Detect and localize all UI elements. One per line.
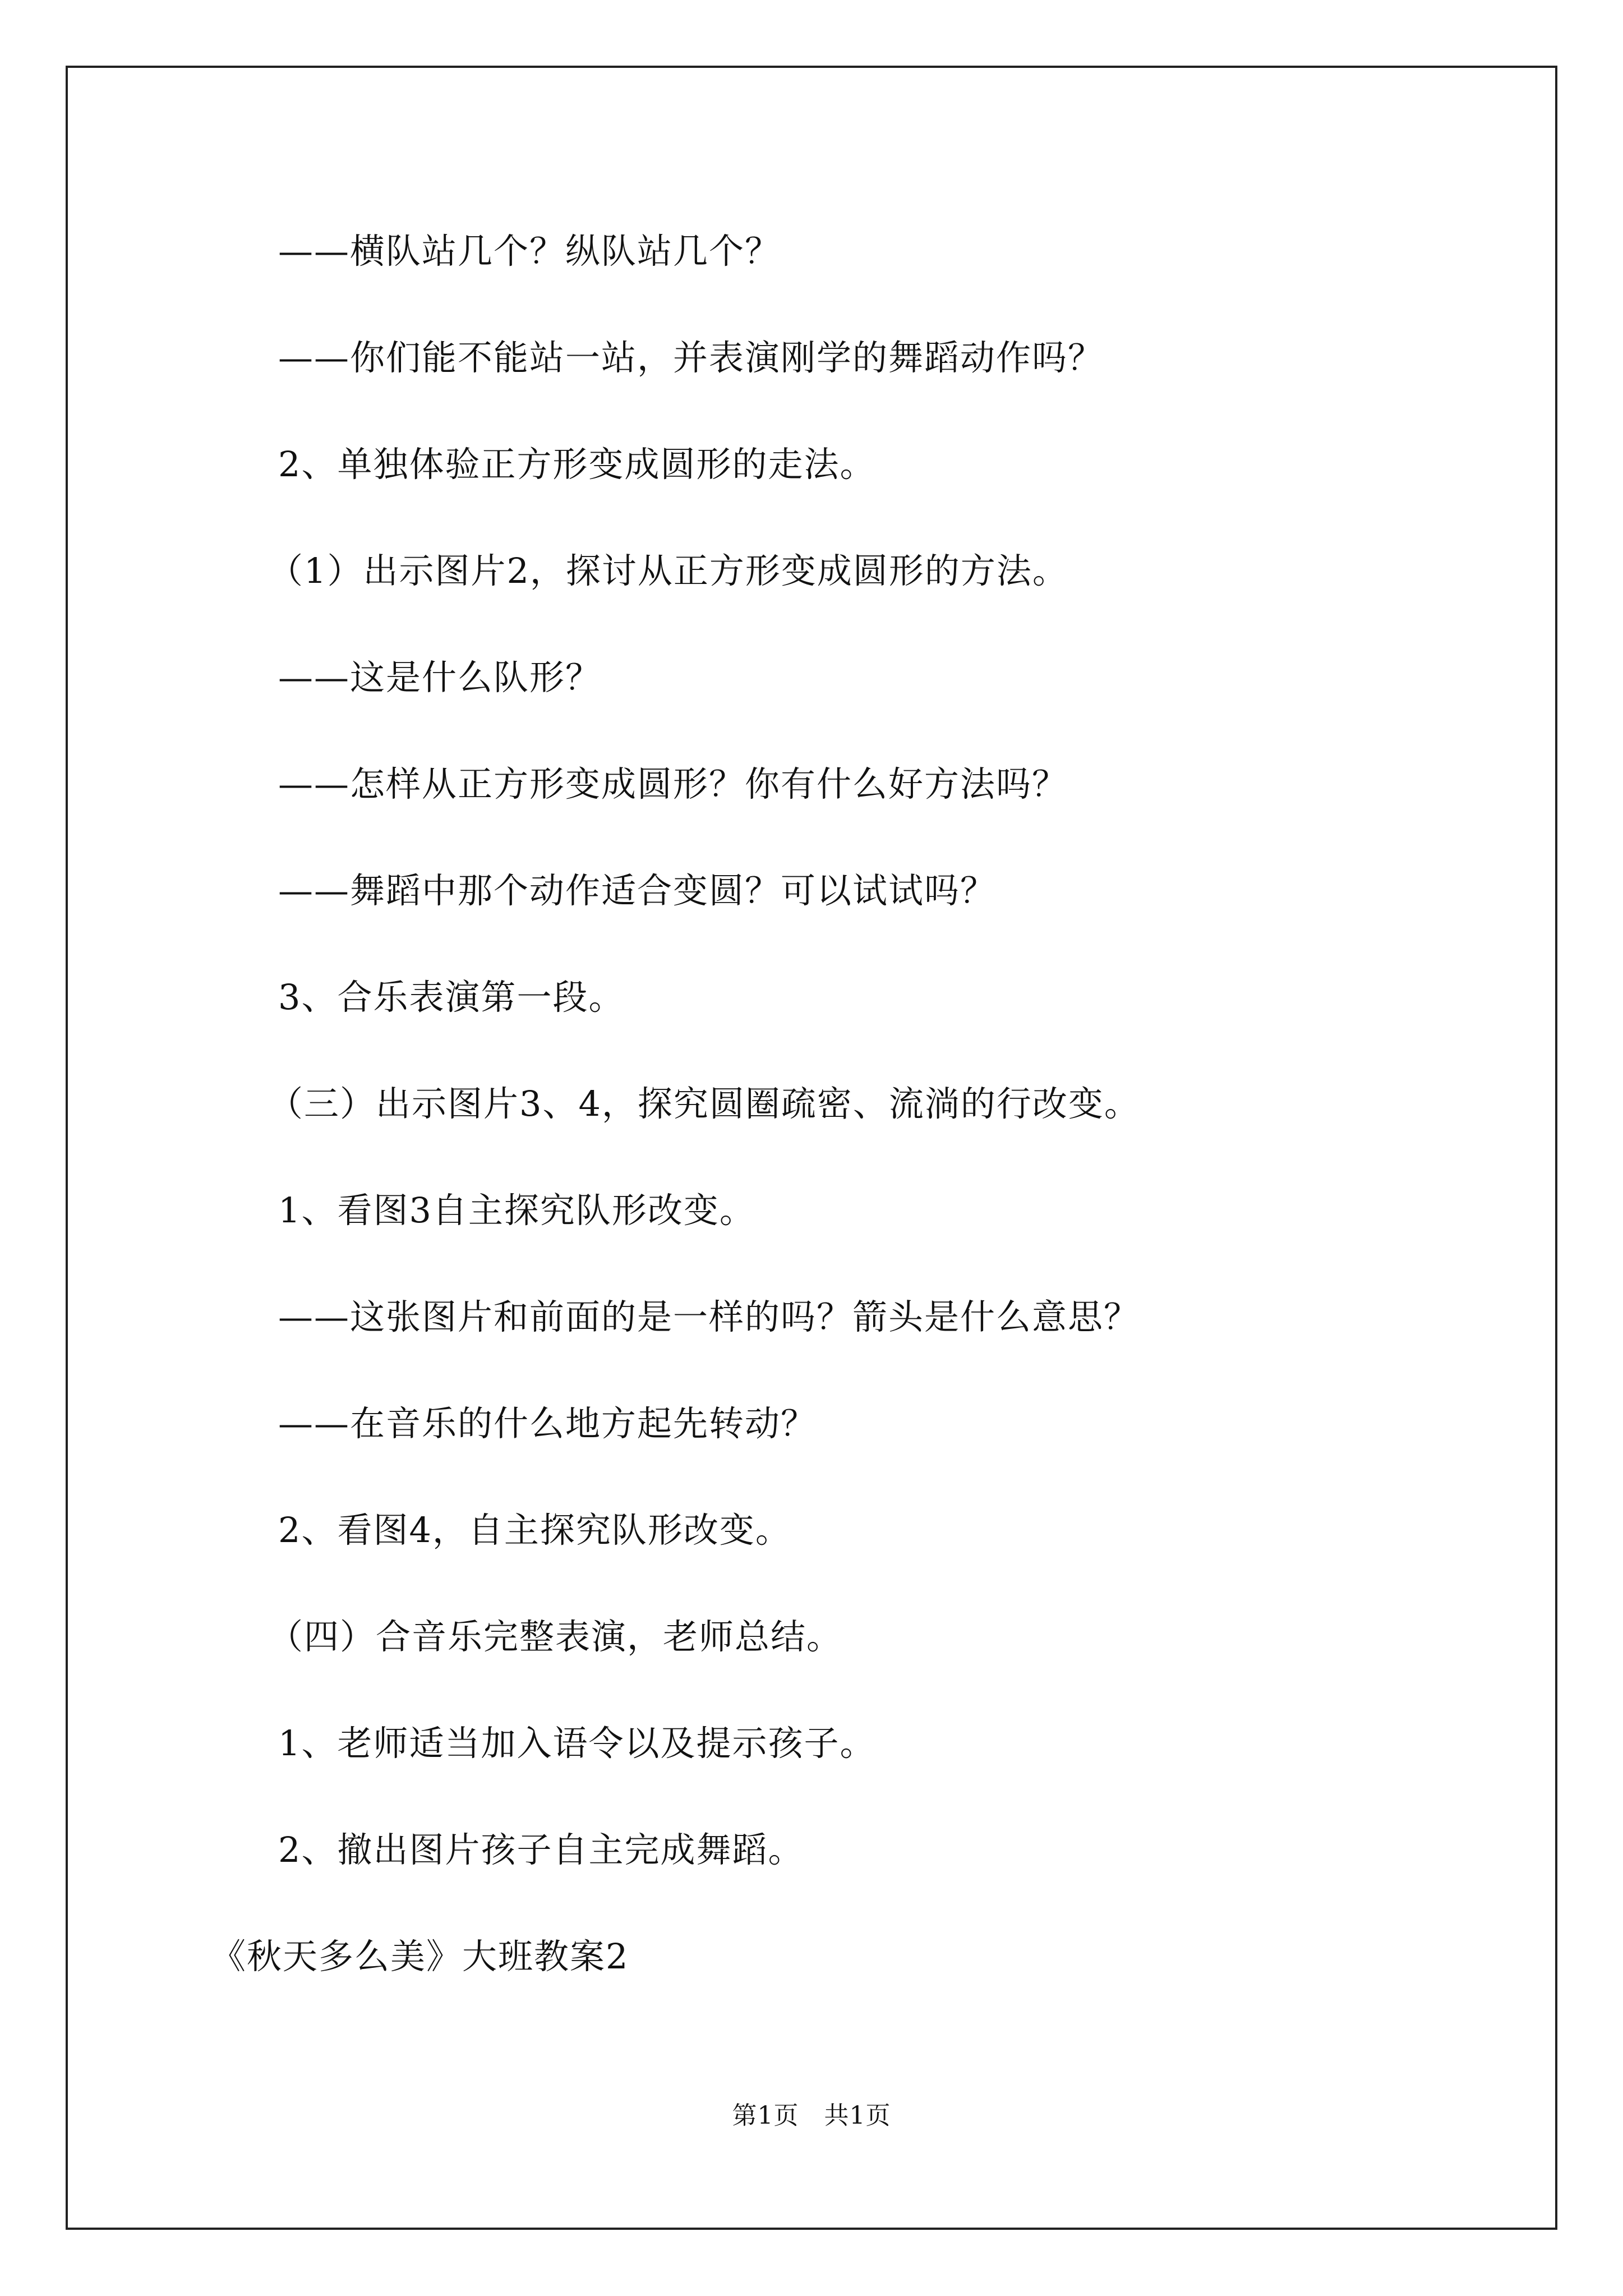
text-line: （1）出示图片2，探讨从正方形变成圆形的方法。 (268, 550, 1068, 591)
text-line: ——舞蹈中那个动作适合变圆？可以试试吗？ (278, 870, 997, 911)
text-line: 1、老师适当加入语令以及提示孩子。 (278, 1723, 876, 1764)
text-line: （四）合音乐完整表演，老师总结。 (268, 1616, 843, 1657)
text-line: （三）出示图片3、4，探究圆圈疏密、流淌的行改变。 (268, 1083, 1140, 1124)
text-line: 2、单独体验正方形变成圆形的走法。 (278, 444, 876, 485)
text-line: ——在音乐的什么地方起先转动？ (278, 1403, 817, 1444)
text-line: ——横队站几个？纵队站几个？ (278, 231, 781, 272)
section-heading: 《秋天多么美》大班教案2 (211, 1936, 629, 1977)
page-border (66, 66, 1557, 2230)
text-line: ——你们能不能站一站，并表演刚学的舞蹈动作吗？ (278, 337, 1104, 378)
text-line: 3、合乐表演第一段。 (278, 977, 625, 1018)
text-line: 2、撤出图片孩子自主完成舞蹈。 (278, 1829, 804, 1870)
text-line: ——怎样从正方形变成圆形？你有什么好方法吗？ (278, 763, 1068, 804)
text-line: ——这张图片和前面的是一样的吗？箭头是什么意思？ (278, 1296, 1140, 1337)
text-line: 2、看图4，自主探究队形改变。 (278, 1510, 791, 1550)
text-line: 1、看图3自主探究队形改变。 (278, 1190, 755, 1231)
page-footer: 第1页 共1页 (732, 2101, 891, 2130)
text-line: ——这是什么队形？ (278, 657, 602, 698)
